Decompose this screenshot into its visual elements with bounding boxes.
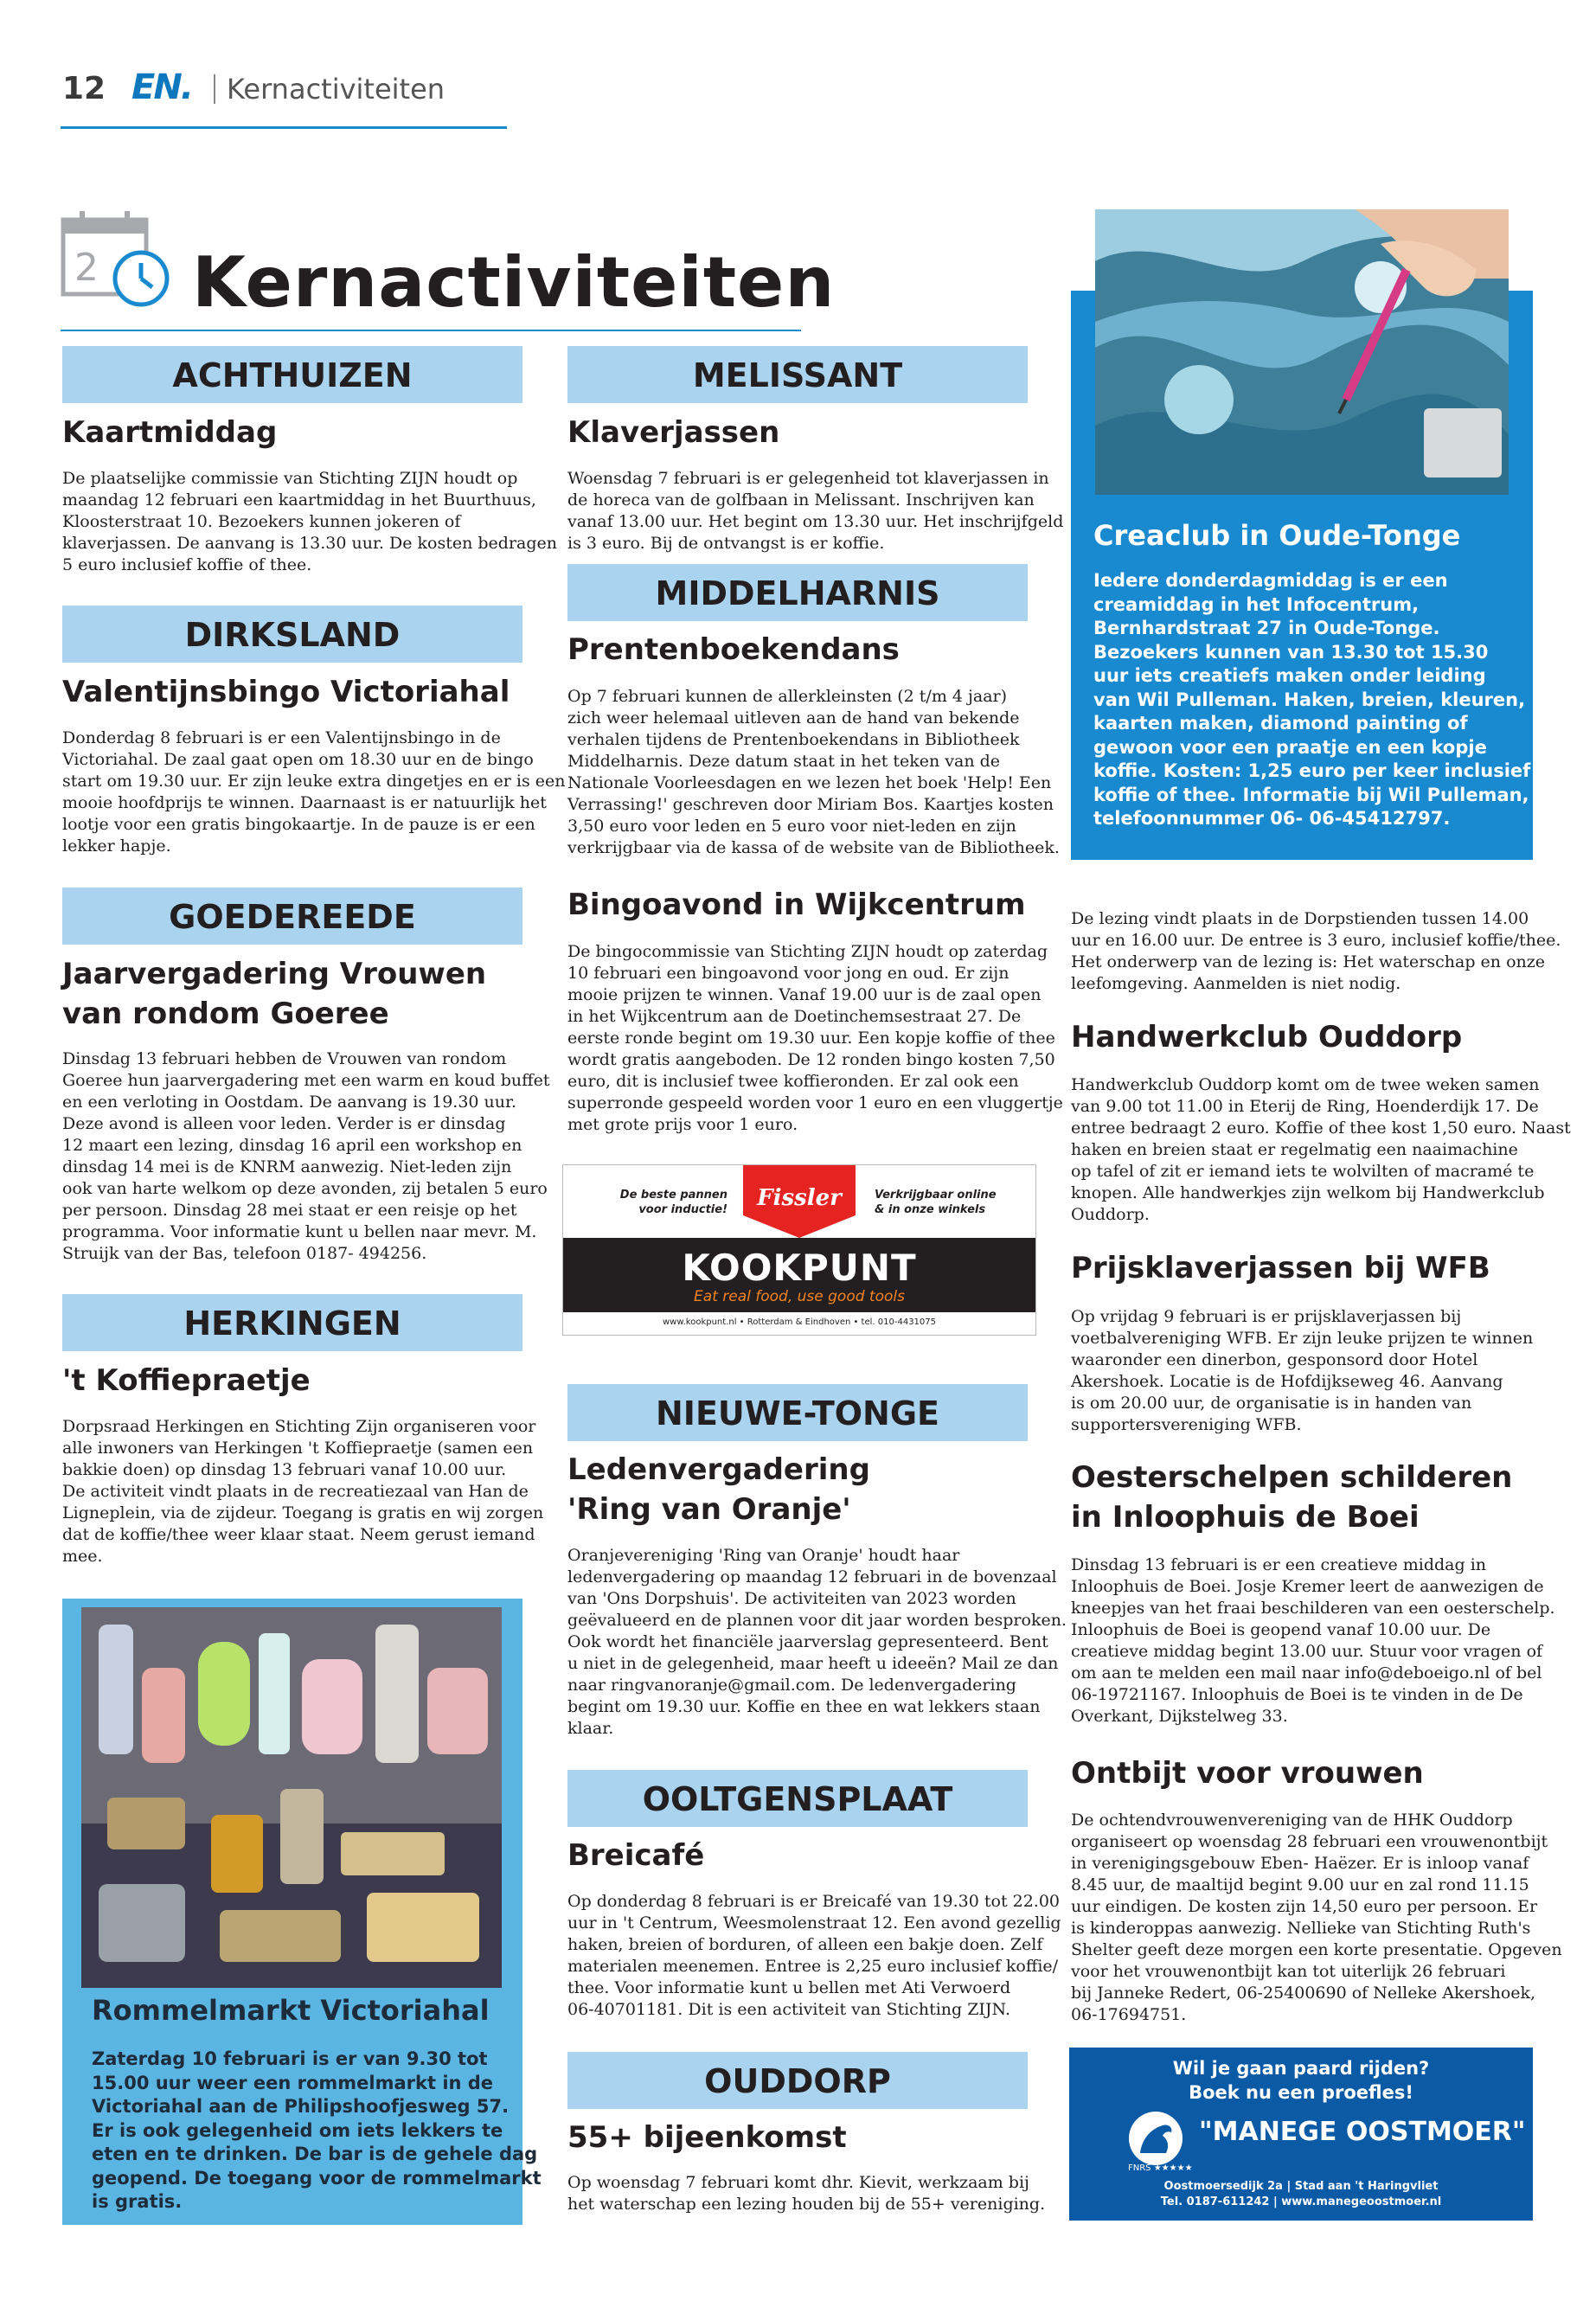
text-herkingen: Dorpsraad Herkingen en Stichting Zijn organiseren voor alle inwoners van Herkingen 't Koffiepraetje (samen een bakkie doen) op dinsdag 13 februari vanaf 10.00 uur. De activiteit vindt plaats in de recreatiezaal van Han de Ligneplein, via de zijdeur. Toegang is gratis en wij zorgen dat de koffie/thee weer klaar staat. Neem gerust iemand mee. [62,1417,544,1566]
kookpunt-logo: KOOKPUNT [682,1247,917,1289]
en-logo: EN. [131,67,192,107]
heading-bingoavond: Bingoavond in Wijkcentrum [567,888,1026,922]
bar-nieuwe-tonge: NIEUWE-TONGE [567,1384,1028,1441]
header-divider [214,74,215,104]
horse-logo-icon [1125,2110,1187,2167]
creaclub-text: Iedere donderdagmiddag is er een creamiddag in het Infocentrum, Bernhardstraat 27 in Oude-Tonge. Bezoekers kunnen van 13.30 tot 15.30 uur iets creatiefs maken onder leiding van Wil Pulleman. Haken, breien, kleuren, kaarten maken, diamond painting of gewoon voor een praatje en een kopje koffie. Kosten: 1,25 euro per keer inclusief koffie of thee. Informatie bij Wil Pulleman, telefoonnummer 06- 06-45412797. [1093,570,1531,829]
calendar-digit: 2 [74,246,99,290]
heading-handwerkclub: Handwerkclub Ouddorp [1071,1020,1463,1054]
heading-kaartmiddag: Kaartmiddag [62,415,278,450]
rommelmarkt-title: Rommelmarkt Victoriahal [92,1994,490,2027]
text-goedereede: Dinsdag 13 februari hebben de Vrouwen van rondom Goeree hun jaarvergadering met een warm en koud buffet en een verloting in Oostdam. De aanvang is 19.30 uur. Deze avond is alleen voor leden. Verder is er dinsdag 12 maart een lezing, dinsdag 16 april een workshop en dinsdag 14 mei is de KNRM aanwezig. Niet-leden zijn ook van harte welkom op deze avonden, zij betalen 5 euro per persoon. Dinsdag 28 mei staat er een reisje op het programma. Voor informatie kunt u bellen naar mevr. M. Struijk van der Bas, telefoon 0187- 494256. [62,1049,550,1263]
manege-ad-headline: Wil je gaan paard rijden? Boek nu een proefles! [1172,2058,1430,2103]
heading-prentenboekendans: Prentenboekendans [567,632,900,667]
text-lezing: De lezing vindt plaats in de Dorpstienden tussen 14.00 uur en 16.00 uur. De entree is 3 euro, inclusief koffie/thee. Het onderwerp van de lezing is: Het waterschap en onze leefomgeving. Aanmelden is niet nodig. [1071,909,1561,993]
fissler-badge-icon [736,1165,862,1238]
heading-prijsklaverjassen: Prijsklaverjassen bij WFB [1071,1251,1490,1285]
text-nieuwe-tonge: Oranjevereniging 'Ring van Oranje' houdt haar ledenvergadering op maandag 12 februari in de bovenzaal van 'Ons Dorpshuis'. De activiteiten van 2023 worden geëvalueerd en de plannen voor dit jaar worden besproken. Ook wordt het financiële jaarverslag gepresenteerd. Bent u niet in de gelegenheid, maar heeft u ideeën? Mail ze dan naar ringvanoranje@gmail.com. De ledenvergadering begint om 19.30 uur. Koffie en thee en wat lekkers staan klaar. [567,1546,1067,1738]
bar-ooltgensplaat: OOLTGENSPLAAT [567,1770,1028,1827]
manege-ad[interactable] [1069,2048,1533,2221]
heading-ledenvergadering: Ledenvergadering 'Ring van Oranje' [567,1452,870,1527]
kookpunt-tagline: Eat real food, use good tools [694,1288,905,1305]
heading-klaverjassen: Klaverjassen [567,415,780,450]
bar-achthuizen: ACHTHUIZEN [62,346,522,403]
manege-name: "MANEGE OOSTMOER" [1199,2117,1526,2147]
kookpunt-footer: www.kookpunt.nl • Rotterdam & Eindhoven • tel. 010-4431075 [662,1317,936,1327]
header-rule [61,126,507,129]
heading-koffiepraetje: 't Koffiepraetje [62,1363,311,1398]
bar-dirksland: DIRKSLAND [62,606,522,663]
bar-ouddorp: OUDDORP [567,2052,1028,2109]
text-ooltgensplaat: Op donderdag 8 februari is er Breicafé van 19.30 tot 22.00 uur in 't Centrum, Weesmolenstraat 12. Een avond gezellig haken, breien of borduren, of alleen een bakje doen. Zelf materialen meenemen. Entree is 2,25 euro inclusief koffie/ thee. Voor informatie kunt u bellen met Ati Verwoerd 06-40701181. Dit is een activiteit van Stichting ZIJN. [567,1892,1061,2019]
bar-middelharnis: MIDDELHARNIS [567,564,1028,621]
page-title: Kernactiviteiten [192,242,836,323]
manege-fnrs: FNRS ★★★★★ [1128,2163,1193,2173]
creaclub-photo [1095,209,1509,495]
text-ouddorp: Op woensdag 7 februari komt dhr. Kievit, werkzaam bij het waterschap een lezing houden bij de 55+ vereniging. [567,2173,1046,2214]
bar-melissant: MELISSANT [567,346,1028,403]
text-ontbijt: De ochtendvrouwenvereniging van de HHK Ouddorp organiseert op woensdag 28 februari een vrouwenontbijt in verenigingsgebouw Eben- Haëzer. Er is inloop vanaf 8.45 uur, de maaltijd begint 9.00 uur en zal rond 11.15 uur eindigen. De kosten zijn 14,50 euro per persoon. Er is kinderoppas aanwezig. Nellieke van Stichting Ruth's Shelter geeft deze morgen een korte presentatie. Opgeven voor het vrouwenontbijt kan tot uiterlijk 26 februari bij Janneke Redert, 06-25400690 of Nelleke Akershoek, 06-17694751. [1071,1811,1562,2024]
text-melissant: Woensdag 7 februari is er gelegenheid tot klaverjassen in de horeca van de golfbaan in Melissant. Inschrijven kan vanaf 13.00 uur. Het begint om 13.30 uur. Het inschrijfgeld is 3 euro. Bij de ontvangst is er koffie. [567,469,1064,553]
text-achthuizen: De plaatselijke commissie van Stichting ZIJN houdt op maandag 12 februari een kaartmiddag in het Buurthuus, Kloosterstraat 10. Bezoekers kunnen jokeren of klaverjassen. De aanvang is 13.30 uur. De kosten bedragen 5 euro inclusief koffie of thee. [62,469,558,574]
heading-oesterschelpen: Oesterschelpen schilderen in Inloophuis de Boei [1071,1460,1513,1535]
page-number: 12 [62,71,106,106]
heading-jaarvergadering: Jaarvergadering Vrouwen van rondom Goeree [62,957,487,1031]
manege-contact: Oostmoersedijk 2a | Stad aan 't Haringvliet Tel. 0187-611242 | www.manegeoostmoer.nl [1160,2180,1442,2208]
calendar-clock-icon [61,209,171,311]
rommelmarkt-photo [81,1607,502,1988]
header-section-label: Kernactiviteiten [227,73,445,106]
heading-ontbijt: Ontbijt voor vrouwen [1071,1756,1424,1791]
bar-goedereede: GOEDEREEDE [62,888,522,945]
text-bingoavond: De bingocommissie van Stichting ZIJN houdt op zaterdag 10 februari een bingoavond voor jong en oud. Er zijn mooie prijzen te winnen. Vanaf 19.00 uur is de zaal open in het Wijkcentrum aan de Doetinchemsestraat 27. De eerste ronde begint om 19.30 uur. Een kopje koffie of thee wordt gratis aangeboden. De 12 ronden bingo kosten 7,50 euro, dit is inclusief twee koffieronden. Er zal ook een superronde gespeeld worden voor 1 euro en een vluggertje met grote prijs voor 1 euro. [567,942,1063,1134]
heading-breicafe: Breicafé [567,1838,705,1873]
rommelmarkt-text: Zaterdag 10 februari is er van 9.30 tot 15.00 uur weer een rommelmarkt in de Victoriahal aan de Philipshoofjesweg 57. Er is ook gelegenheid om iets lekkers te eten en te drinken. De bar is de gehele dag geopend. De toegang voor de rommelmarkt is gratis. [92,2048,542,2212]
title-rule [61,330,801,331]
heading-55plus: 55+ bijeenkomst [567,2120,847,2155]
text-prijsklaverjassen: Op vrijdag 9 februari is er prijsklaverjassen bij voetbalvereniging WFB. Er zijn leuke prijzen te winnen waaronder een dinerbon, gesponsord door Hotel Akershoek. Locatie is de Hofdijkseweg 46. Aanvang is om 20.00 uur, de organisatie is in handen van supportersvereniging WFB. [1071,1307,1534,1434]
kookpunt-ad-right-text: Verkrijgbaar online & in onze winkels [875,1189,997,1216]
fissler-brand: Fissler [757,1185,842,1211]
text-handwerkclub: Handwerkclub Ouddorp komt om de twee weken samen van 9.00 tot 11.00 in Eterij de Ring, Hoenderdijk 17. De entree bedraagt 2 euro. Koffie of thee kost 1,50 euro. Naast haken en breien staat er regelmatig een naaimachine op tafel of zit er iemand iets te wolvilten of macramé te knopen. Alle handwerkjes zijn welkom bij Handwerkclub Ouddorp. [1071,1075,1571,1224]
text-dirksland: Donderdag 8 februari is er een Valentijnsbingo in de Victoriahal. De zaal gaat open om 18.30 uur en de bingo start om 19.30 uur. Er zijn leuke extra dingetjes en er is een mooie hoofdprijs te winnen. Daarnaast is er natuurlijk het lootje voor een gratis bingokaartje. In de pauze is er een lekker hapje. [62,728,566,856]
kookpunt-ad-left-text: De beste pannen voor inductie! [619,1189,727,1216]
text-oesterschelpen: Dinsdag 13 februari is er een creatieve middag in Inloophuis de Boei. Josje Kremer leert de aanwezigen de kneepjes van het fraai beschilderen van een oesterschelp. Inloophuis de Boei is geopend vanaf 10.00 uur. De creatieve middag begint 13.00 uur. Stuur voor vragen of om aan te melden een mail naar info@deboeigo.nl of bel 06-19721167. Inloophuis de Boei is te vinden in de De Overkant, Dijkstelweg 33. [1071,1555,1555,1726]
text-middelharnis: Op 7 februari kunnen de allerkleinsten (2 t/m 4 jaar) zich weer helemaal uitleven aan de hand van bekende verhalen tijdens de Prentenboekendans in Bibliotheek Middelharnis. Deze datum staat in het teken van de Nationale Voorleesdagen en we lezen het boek 'Help! Een Verrassing!' geschreven door Miriam Bos. Kaartjes kosten 3,50 euro voor leden en 5 euro voor niet-leden en zijn verkrijgbaar via de kassa of de website van de Bibliotheek. [567,687,1060,857]
kookpunt-ad[interactable] [562,1164,1036,1336]
bar-herkingen: HERKINGEN [62,1294,522,1351]
heading-valentijnsbingo: Valentijnsbingo Victoriahal [62,675,510,709]
creaclub-title: Creaclub in Oude-Tonge [1093,519,1461,552]
